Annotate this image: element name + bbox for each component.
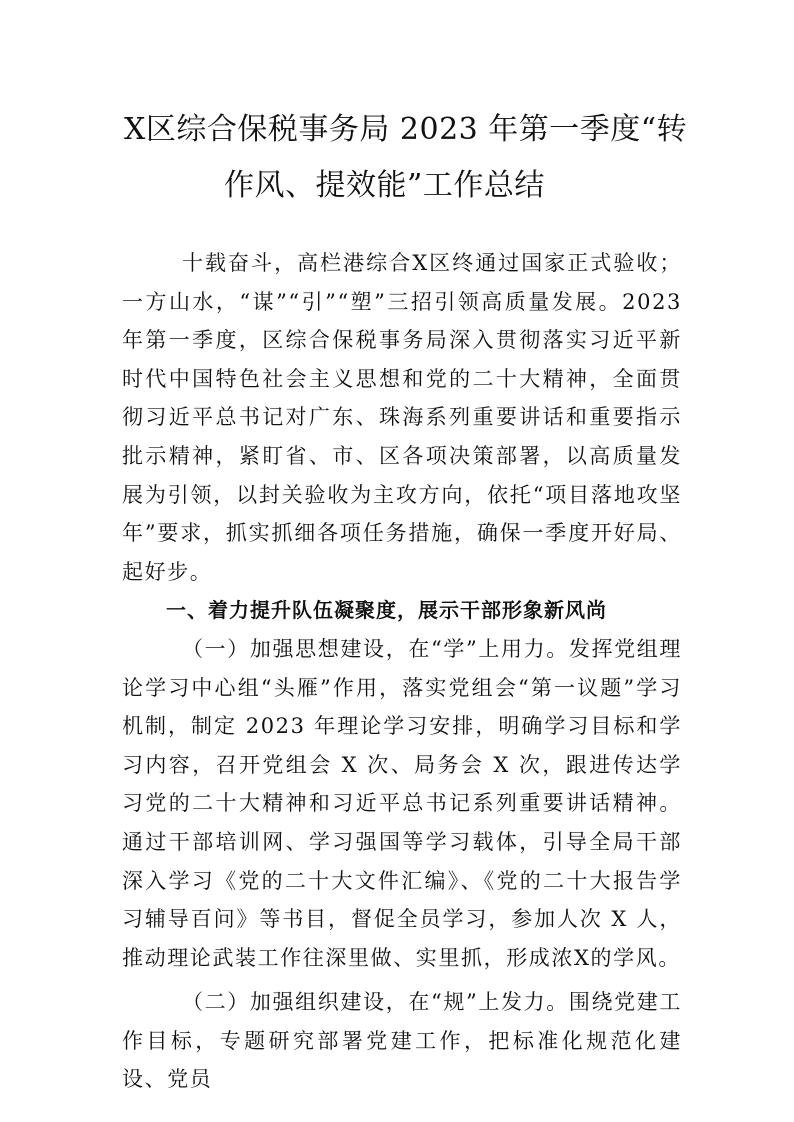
document-body: [122, 244, 682, 1099]
title-line-1: X区综合保税事务局 2023 年第一季度“转: [124, 112, 688, 147]
title-line-2: 作风、提效能”工作总结: [224, 168, 545, 203]
section-1-item-2-paragraph: （二）加强组织建设，在“规”上发力。围绕党建工作目标，专题研究部署党建工作，把标准化规范化建设、党员: [122, 990, 682, 1092]
section-1-item-1-paragraph: （一）加强思想建设，在“学”上用力。发挥党组理论学习中心组“头雁”作用，落实党组会“第一议题”学习机制，制定 2023 年理论学习安排，明确学习目标和学习内容，召开党组会 X 次、局务会 X 次，跟进传达学习党的二十大精神和习近平总书记系列重要讲话精神。通过干部培训网、学习强国等学习载体，引导全局干部深入学习《党的二十大文件汇编》、《党的二十大报告学习辅导百问》等书目，督促全员学习，参加人次 X 人，推动理论武装工作往深里做、实里抓，形成浓X的学风。: [122, 636, 682, 970]
intro-paragraph: 十载奋斗，高栏港综合X区终通过国家正式验收； 一方山水，“谋”“引”“塑”三招引领高质量发展。2023 年第一季度，区综合保税事务局深入贯彻落实习近平新时代中国特色社会主义思想和党的二十大精神，全面贯彻习近平总书记对广东、珠海系列重要讲话和重要指示批示精神，紧盯省、市、区各项决策部署，以高质量发展为引领，以封关验收为主攻方向，依托“项目落地攻坚年”要求，抓实抓细各项任务措施，确保一季度开好局、起好步。: [122, 251, 682, 584]
section-1-heading: 一、着力提升队伍凝聚度，展示干部形象新风尚: [166, 598, 607, 623]
